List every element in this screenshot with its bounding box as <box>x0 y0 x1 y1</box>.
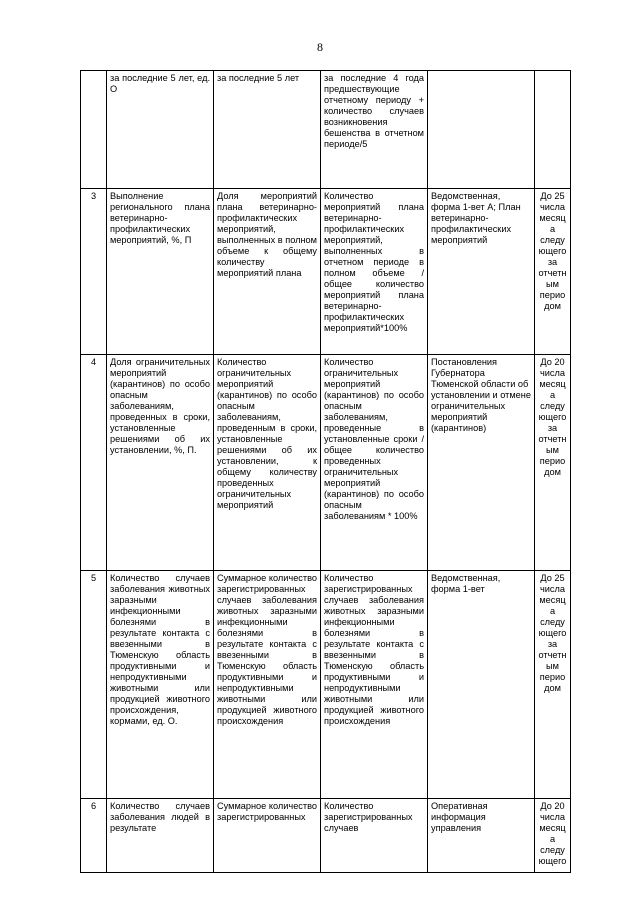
deadline-cell: До 25 числа месяца следующего за отчетным периодом <box>535 189 571 355</box>
deadline-cell: До 25 числа месяца следующего за отчетным периодом <box>535 571 571 799</box>
row-number-cell <box>81 71 107 189</box>
indicator-basis-cell: Суммарное количество зарегистрированных случаев заболевания животных заразными инфекционными болезнями в результате контакта с ввезенными в Тюменскую область продуктивными и непродуктивными животными или продукцией животного происхождения <box>214 571 321 799</box>
data-source-cell: Оперативная информация управления <box>428 799 535 873</box>
indicator-name-cell: Количество случаев заболевания животных заразными инфекционными болезнями в результате контакта с ввезенными в Тюменскую область продуктивными и непродуктивными животными или продукцией животного происхождения, кормами, ед. О. <box>107 571 214 799</box>
table-row <box>81 355 571 571</box>
deadline-cell <box>535 71 571 189</box>
data-source-cell: Ведомственная, форма 1-вет А; План ветеринарно-профилактических мероприятий <box>428 189 535 355</box>
indicator-name-cell: за последние 5 лет, ед. О <box>107 71 214 189</box>
table-row <box>81 189 571 355</box>
indicator-name-cell: Количество случаев заболевания людей в результате <box>107 799 214 873</box>
data-source-cell: Ведомственная, форма 1-вет <box>428 571 535 799</box>
page-number: 8 <box>317 40 323 54</box>
indicators-table <box>80 70 571 873</box>
calculation-method-cell: Количество зарегистрированных случаев заболевания животных заразными инфекционными болезнями в результате контакта с ввезенными в Тюменскую область продуктивными и непродуктивными животными или продукцией животного происхождения <box>321 571 428 799</box>
table-row <box>81 799 571 873</box>
indicator-basis-cell: Количество ограничительных мероприятий (карантинов) по особо опасным заболеваниям, проведенным в сроки, установленные решениями об их установлении, к общему количеству проведенных ограничительных мероприятий <box>214 355 321 571</box>
deadline-cell: До 20 числа месяца следующего <box>535 799 571 873</box>
indicator-basis-cell: за последние 5 лет <box>214 71 321 189</box>
indicator-name-cell: Доля ограничительных мероприятий (карантинов) по особо опасным заболеваниям, проведенных в сроки, установленные решениями об их установлении, %, П. <box>107 355 214 571</box>
table-row <box>81 571 571 799</box>
calculation-method-cell: за последние 4 года предшествующие отчетному периоду + количество случаев возникновения бешенства в отчетном периоде/5 <box>321 71 428 189</box>
table-row <box>81 71 571 189</box>
row-number-cell: 5 <box>81 571 107 799</box>
deadline-cell: До 20 числа месяца следующего за отчетным периодом <box>535 355 571 571</box>
indicator-basis-cell: Суммарное количество зарегистрированных <box>214 799 321 873</box>
calculation-method-cell: Количество ограничительных мероприятий (карантинов) по особо опасным заболеваниям, проведенные в установленные сроки / общее количество проведенных ограничительных мероприятий (карантинов) по особо опасным заболеваниям * 100% <box>321 355 428 571</box>
row-number-cell: 4 <box>81 355 107 571</box>
calculation-method-cell: Количество зарегистрированных случаев <box>321 799 428 873</box>
row-number-cell: 3 <box>81 189 107 355</box>
calculation-method-cell: Количество мероприятий плана ветеринарно-профилактических мероприятий, выполненных в отчетном периоде в полном объеме / общее количество мероприятий плана ветеринарно-профилактических мероприятий*100% <box>321 189 428 355</box>
row-number-cell: 6 <box>81 799 107 873</box>
data-source-cell: Постановления Губернатора Тюменской области об установлении и отмене ограничительных мероприятий (карантинов) <box>428 355 535 571</box>
indicator-name-cell: Выполнение регионального плана ветеринарно-профилактических мероприятий, %, П <box>107 189 214 355</box>
data-source-cell <box>428 71 535 189</box>
indicator-basis-cell: Доля мероприятий плана ветеринарно-профилактических мероприятий, выполненных в полном объеме к общему количеству мероприятий плана <box>214 189 321 355</box>
